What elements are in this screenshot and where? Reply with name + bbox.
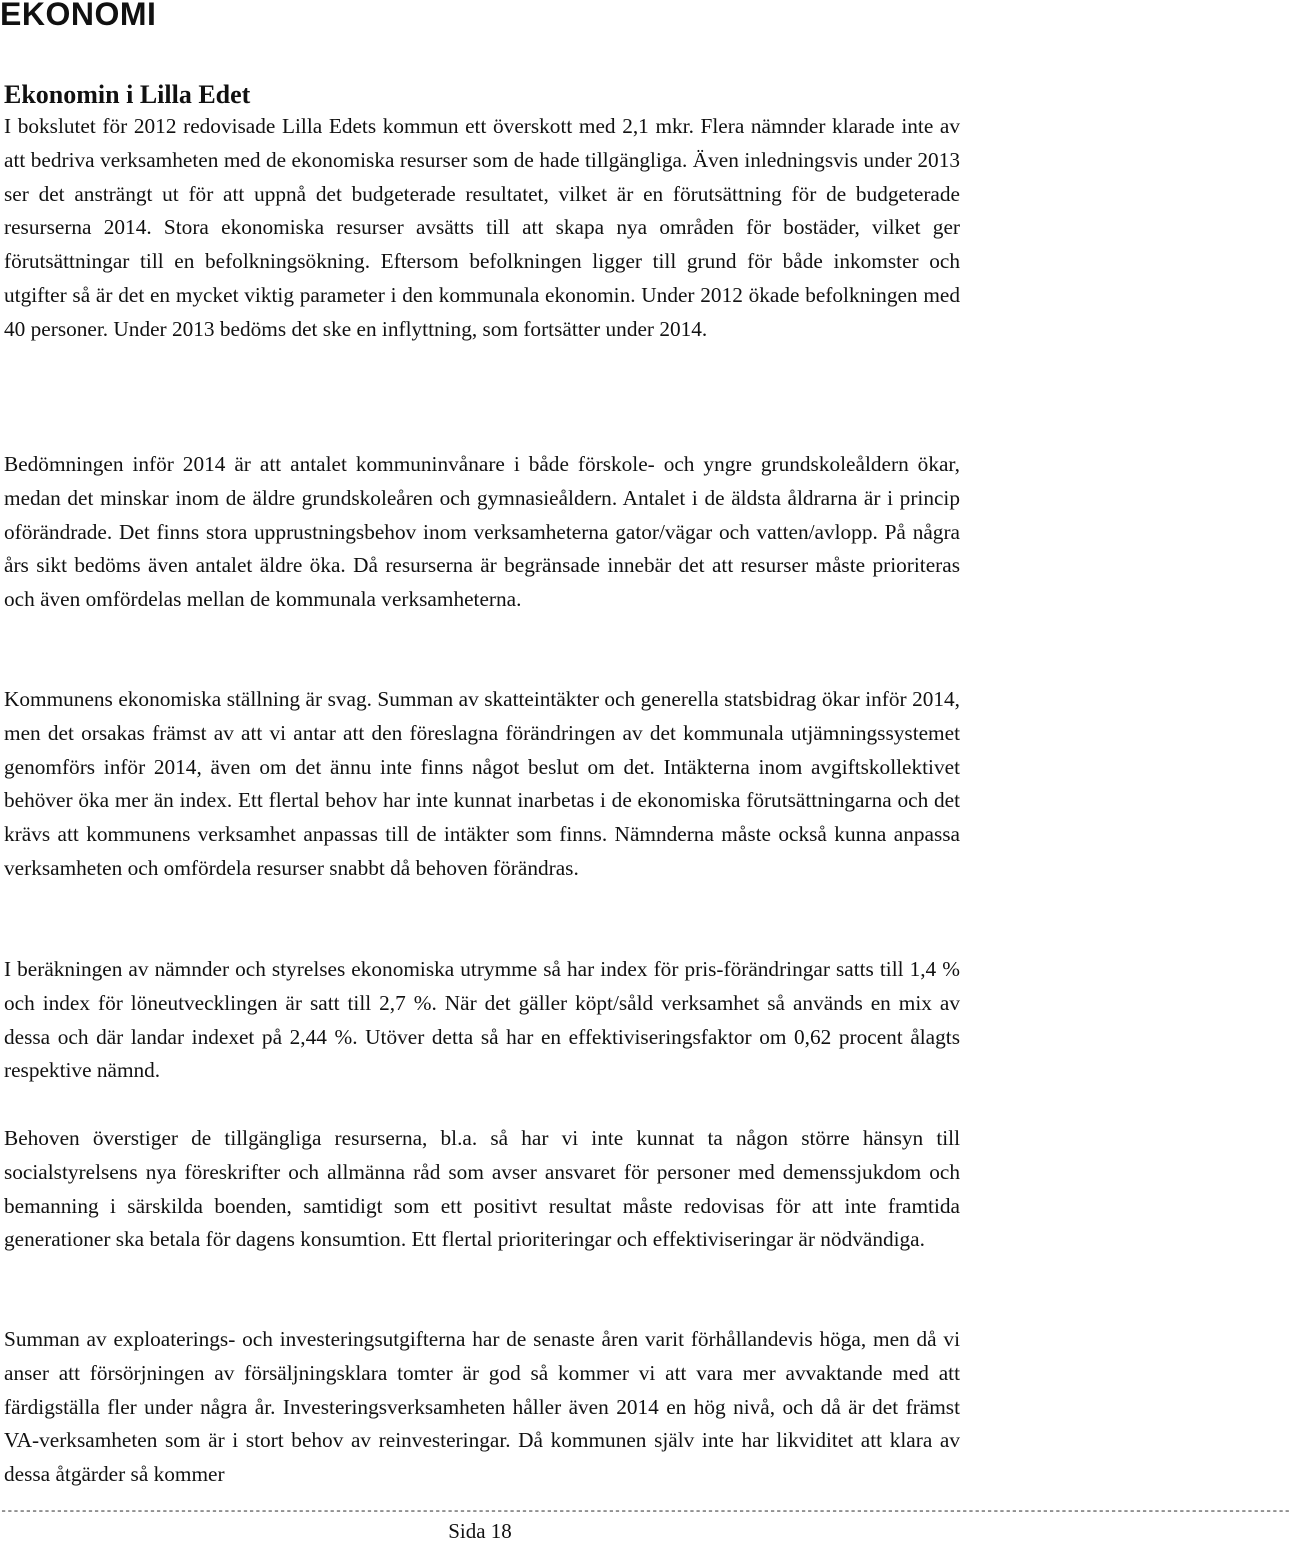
section-heading: Ekonomin i Lilla Edet xyxy=(4,80,251,109)
document-title: EKONOMI xyxy=(0,0,157,32)
paragraph-2: Bedömningen inför 2014 är att antalet kommuninvånare i både förskole- och yngre grundskoleåldern ökar, medan det minskar inom de äldre grundskoleåren och gymnasieåldern. Antalet i de äldsta åldrarna är i princip oförändrade. Det finns stora upprustningsbehov inom verksamheterna gator/vägar och vatten/avlopp. På några års sikt bedöms även antalet äldre öka. Då resurserna är begränsade innebär det att resurser måste prioriteras och även omfördelas mellan de kommunala verksamheterna. xyxy=(4,452,960,612)
footer-divider: ---------------------------------------------------------------------------------------------------------------------------------------------------------------------------------------------------------------- xyxy=(0,1504,1290,1518)
paragraph-1: I bokslutet för 2012 redovisade Lilla Edets kommun ett överskott med 2,1 mkr. Flera nämnder klarade inte av att bedriva verksamheten med de ekonomiska resurser som de hade tillgängliga. Även inledningsvis under 2013 ser det ansträngt ut för att uppnå det budgeterade resultatet, vilket är en förutsättning för de budgeterade resurserna 2014. Stora ekonomiska resurser avsätts till att skapa nya områden för bostäder, vilket ger förutsättningar till en befolkningsökning. Eftersom befolkningen ligger till grund för både inkomster och utgifter så är det en mycket viktig parameter i den kommunala ekonomin. Under 2012 ökade befolkningen med 40 personer. Under 2013 bedöms det ske en inflyttning, som fortsätter under 2014. xyxy=(4,114,960,341)
paragraph-5: Behoven överstiger de tillgängliga resurserna, bl.a. så har vi inte kunnat ta någon större hänsyn till socialstyrelsens nya föreskrifter och allmänna råd som avser ansvaret för personer med demenssjukdom och bemanning i särskilda boenden, samtidigt som ett positivt resultat måste redovisas för att inte framtida generationer ska betala för dagens konsumtion. Ett flertal prioriteringar och effektiviseringar är nödvändiga. xyxy=(4,1126,960,1252)
paragraph-6: Summan av exploaterings- och investeringsutgifterna har de senaste åren varit förhållandevis höga, men då vi anser att försörjningen av försäljningsklara tomter är god så kommer vi att vara mer avvaktande med att färdigställa fler under några år. Investeringsverksamheten håller även 2014 en hög nivå, och då är det främst VA-verksamheten som är i stort behov av reinvesteringar. Då kommunen själv inte har likviditet att klara av dessa åtgärder så kommer xyxy=(4,1327,960,1487)
paragraph-3: Kommunens ekonomiska ställning är svag. Summan av skatteintäkter och generella statsbidrag ökar inför 2014, men det orsakas främst av att vi antar att den föreslagna förändringen av det kommunala utjämningssystemet genomförs inför 2014, även om det ännu inte finns något beslut om det. Intäkterna inom avgiftskollektivet behöver öka mer än index. Ett flertal behov har inte kunnat inarbetas i de ekonomiska förutsättningarna och det krävs att kommunens verksamhet anpassas till de intäkter som finns. Nämnderna måste också kunna anpassa verksamheten och omfördela resurser snabbt då behoven förändras. xyxy=(4,687,960,880)
paragraph-4: I beräkningen av nämnder och styrelses ekonomiska utrymme så har index för pris-förändringar satts till 1,4 % och index för löneutvecklingen är satt till 2,7 %. När det gäller köpt/såld verksamhet så används en mix av dessa och där landar indexet på 2,44 %. Utöver detta så har en effektiviseringsfaktor om 0,62 procent ålagts respektive nämnd. xyxy=(4,957,960,1083)
page-number: Sida 18 xyxy=(448,1519,512,1543)
